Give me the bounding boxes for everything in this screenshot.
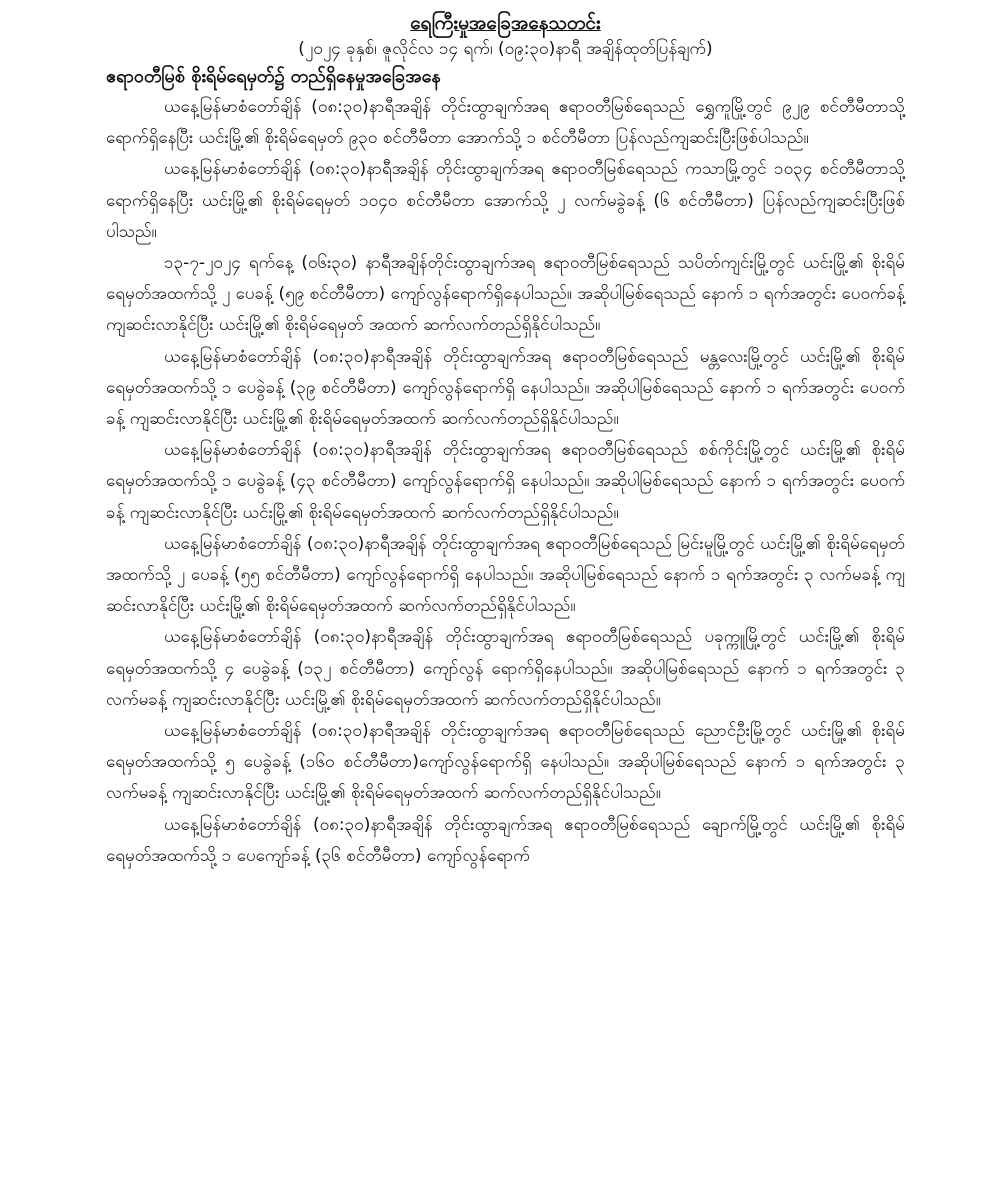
paragraph-pakokku: ယနေ့မြန်မာစံတော်ချိန် (၀၈:၃၀)နာရီအချိန် တိုင်းထွာချက်အရ ဧရာဝတီမြစ်ရေသည် ပခုက္ကူမြို့တွင် ယင်းမြို့၏ စိုးရိမ်ရေမှတ်အထက်သို့ ၄ ပေခွဲခန့် (၁၃၂ စင်တီမီတာ) ကျော်လွန် ရောက်ရှိနေပါသည်။ အဆိုပါမြစ်ရေသည် နောက် ၁ ရက်အတွင်း ၃ လက်မခန့် ကျဆင်းလာနိုင်ပြီး ယင်းမြို့၏ စိုးရိမ်ရေမှတ်အထက် ဆက်လက်တည်ရှိနိုင်ပါသည်။ <box>106 627 905 710</box>
document-title: ရေကြီးမှုအခြေအနေသတင်း <box>410 12 601 34</box>
paragraph-katha: ယနေ့မြန်မာစံတော်ချိန် (၀၈:၃၀)နာရီအချိန် တိုင်းထွာချက်အရ ဧရာဝတီမြစ်ရေသည် ကသာမြို့တွင် ၁၀၃၄ စင်တီမီတာသို့ ရောက်ရှိနေပြီး ယင်းမြို့၏ စိုးရိမ်ရေမှတ် ၁၀၄၀ စင်တီမီတာ အောက်သို့ ၂ လက်မခွဲခန့် (၆ စင်တီမီတာ) ပြန်လည်ကျဆင်းပြီးဖြစ်ပါသည်။ <box>106 159 905 242</box>
paragraph-mandalay: ယနေ့မြန်မာစံတော်ချိန် (၀၈:၃၀)နာရီအချိန် တိုင်းထွာချက်အရ ဧရာဝတီမြစ်ရေသည် မန္တလေးမြို့တွင် ယင်းမြို့၏ စိုးရိမ်ရေမှတ်အထက်သို့ ၁ ပေခွဲခန့် (၃၉ စင်တီမီတာ) ကျော်လွန်ရောက်ရှိ နေပါသည်။ အဆိုပါမြစ်ရေသည် နောက် ၁ ရက်အတွင်း ပေဝက်ခန့် ကျဆင်းလာနိုင်ပြီး ယင်းမြို့၏ စိုးရိမ်ရေမှတ်အထက် ဆက်လက်တည်ရှိနိုင်ပါသည်။ <box>106 346 905 430</box>
paragraph-sagaing: ယနေ့မြန်မာစံတော်ချိန် (၀၈:၃၀)နာရီအချိန် တိုင်းထွာချက်အရ ဧရာဝတီမြစ်ရေသည် စစ်ကိုင်းမြို့တွင် ယင်းမြို့၏ စိုးရိမ်ရေမှတ်အထက်သို့ ၁ ပေခွဲခန့် (၄၃ စင်တီမီတာ) ကျော်လွန်ရောက်ရှိ နေပါသည်။ အဆိုပါမြစ်ရေသည် နောက် ၁ ရက်အတွင်း ပေဝက်ခန့် ကျဆင်းလာနိုင်ပြီး ယင်းမြို့၏ စိုးရိမ်ရေမှတ်အထက် ဆက်လက်တည်ရှိနိုင်ပါသည်။ <box>106 440 905 523</box>
paragraph-myinmu: ယနေ့မြန်မာစံတော်ချိန် (၀၈:၃၀)နာရီအချိန် တိုင်းထွာချက်အရ ဧရာဝတီမြစ်ရေသည် မြင်းမူမြို့တွင် ယင်းမြို့၏ စိုးရိမ်ရေမှတ်အထက်သို့ ၂ ပေခန့် (၅၅ စင်တီမီတာ) ကျော်လွန်ရောက်ရှိ နေပါသည်။ အဆိုပါမြစ်ရေသည် နောက် ၁ ရက်အတွင်း ၃ လက်မခန့် ကျဆင်းလာနိုင်ပြီး ယင်းမြို့၏ စိုးရိမ်ရေမှတ်အထက် ဆက်လက်တည်ရှိနိုင်ပါသည်။ <box>106 533 905 617</box>
paragraph-thabeikkyin: ၁၃-၇-၂၀၂၄ ရက်နေ့ (၀၆း၃၀) နာရီအချိန်တိုင်းထွာချက်အရ ဧရာဝတီမြစ်ရေသည် သပိတ်ကျင်းမြို့တွင် ယင်းမြို့၏ စိုးရိမ်ရေမှတ်အထက်သို့ ၂ ပေခန့် (၅၉ စင်တီမီတာ) ကျော်လွန်ရောက်ရှိနေပါသည်။ အဆိုပါမြစ်ရေသည် နောက် ၁ ရက်အတွင်း ပေဝက်ခန့် ကျဆင်းလာနိုင်ပြီး ယင်းမြို့၏ စိုးရိမ်ရေမှတ် အထက် ဆက်လက်တည်ရှိနိုင်ပါသည်။ <box>106 253 905 336</box>
paragraph-nyaung-u: ယနေ့မြန်မာစံတော်ချိန် (၀၈:၃၀)နာရီအချိန် တိုင်းထွာချက်အရ ဧရာဝတီမြစ်ရေသည် ညောင်ဦးမြို့တွင် ယင်းမြို့၏ စိုးရိမ်ရေမှတ်အထက်သို့ ၅ ပေခွဲခန့် (၁၆၀ စင်တီမီတာ)ကျော်လွန်ရောက်ရှိ နေပါသည်။ အဆိုပါမြစ်ရေသည် နောက် ၁ ရက်အတွင်း ၃ လက်မခန့် ကျဆင်းလာနိုင်ပြီး ယင်းမြို့၏ စိုးရိမ်ရေမှတ်အထက် ဆက်လက်တည်ရှိနိုင်ပါသည်။ <box>106 721 905 804</box>
paragraph-chauk: ယနေ့မြန်မာစံတော်ချိန် (၀၈:၃၀)နာရီအချိန် တိုင်းထွာချက်အရ ဧရာဝတီမြစ်ရေသည် ချောက်မြို့တွင် ယင်းမြို့၏ စိုးရိမ်ရေမှတ်အထက်သို့ ၁ ပေကျော်ခန့် (၃၆ စင်တီမီတာ) ကျော်လွန်ရောက် <box>106 814 905 866</box>
document-subtitle: (၂၀၂၄ ခုနှစ်၊ ဇူလိုင်လ ၁၄ ရက်၊ (၀၉:၃၀)နာရီ အချိန်ထုတ်ပြန်ချက်) <box>298 39 713 59</box>
section-heading: ဧရာဝတီမြစ် စိုးရိမ်ရေမှတ်၌ တည်ရှိနေမှုအခြေအနေ <box>106 66 441 87</box>
paragraph-shwegu: ယနေ့မြန်မာစံတော်ချိန် (၀၈:၃၀)နာရီအချိန် တိုင်းထွာချက်အရ ဧရာဝတီမြစ်ရေသည် ရွှေကူမြို့တွင် ၉၂၉ စင်တီမီတာသို့ ရောက်ရှိနေပြီး ယင်းမြို့၏ စိုးရိမ်ရေမှတ် ၉၃၀ စင်တီမီတာ အောက်သို့ ၁ စင်တီမီတာ ပြန်လည်ကျဆင်းပြီးဖြစ်ပါသည်။ <box>106 97 905 149</box>
